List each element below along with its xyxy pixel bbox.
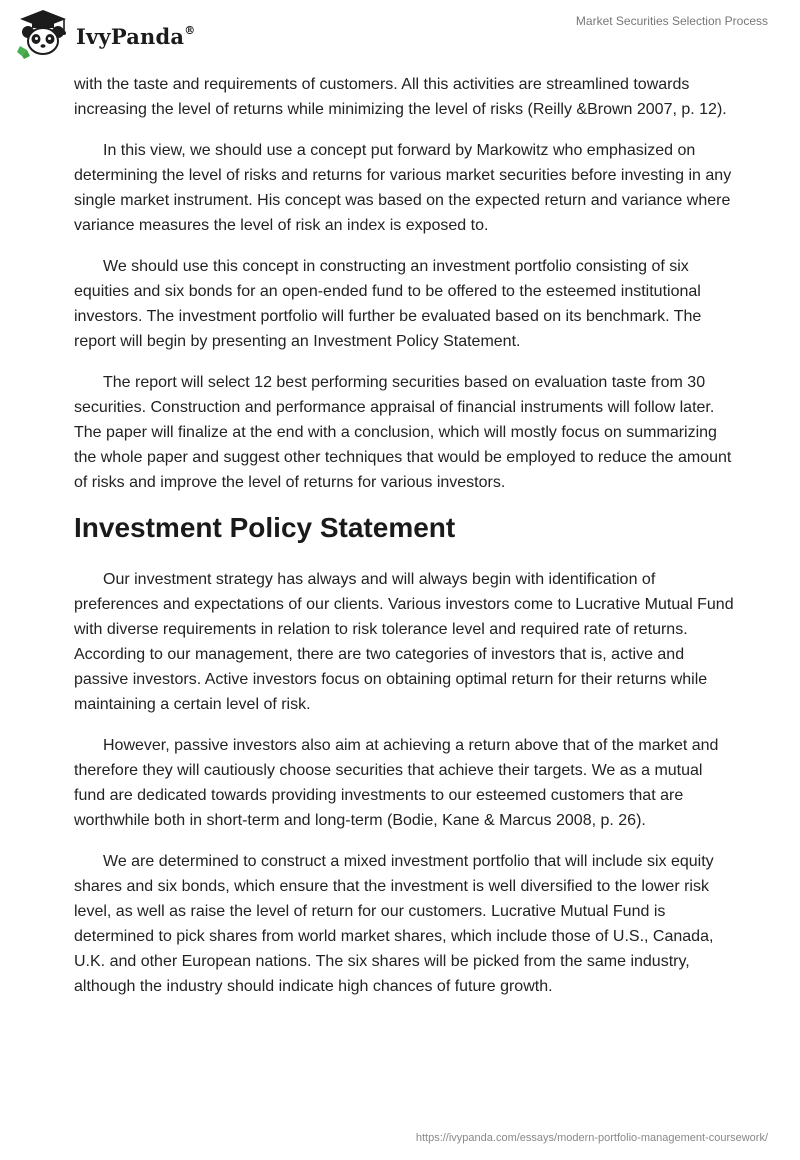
- paragraph-3: We should use this concept in constructing an investment portfolio consisting of six equities and six bonds for an open-ended fund to be offered to the esteemed institutional investors. The investment portfolio will further be evaluated based on its benchmark. The report will begin by presenting an Investment Policy Statement.: [74, 258, 702, 350]
- paragraph-4: The report will select 12 best performing securities based on evaluation taste from 30 securities. Construction and performance appraisal of financial instruments will follow later. The paper will finalize at the end with a conclusion, which will mostly focus on summarizing the whole paper and suggest other techniques that would be employed to reduce the amount of risks and improve the level of returns for various investors.: [74, 374, 732, 491]
- page-header: [0, 0, 800, 70]
- source-url-link[interactable]: https://ivypanda.com/essays/modern-portfolio-management-coursework/: [415, 1132, 768, 1144]
- document-title: Market Securities Selection Process: [575, 14, 768, 28]
- paragraph-7: We are determined to construct a mixed investment portfolio that will include six equity shares and six bonds, which ensure that the investment is well diversified to the lower risk level, as well as raise the level of return for our customers. Lucrative Mutual Fund is determined to pick shares from world market shares, which include those of U.S., Canada, U.K. and other European nations. The six shares will be picked from the same industry, although the industry should indicate high chances of future growth.: [74, 853, 714, 995]
- brand-name: IvyPanda®: [76, 23, 196, 49]
- panda-graduate-icon: [14, 6, 72, 62]
- paragraph-5: Our investment strategy has always and will always begin with identification of preferences and expectations of our clients. Various investors come to Lucrative Mutual Fund with diverse requirements in relation to risk tolerance level and required rate of returns. According to our management, there are two categories of investors that is, active and passive investors. Active investors focus on obtaining optimal return for their returns while maintaining a certain level of risk.: [74, 571, 734, 713]
- section-heading: Investment Policy Statement: [74, 512, 456, 543]
- essay-content: [74, 72, 734, 1015]
- paragraph-2: In this view, we should use a concept put forward by Markowitz who emphasized on determining the level of risks and returns for various market securities before investing in any single market instrument. His concept was based on the expected return and variance where variance measures the level of risk an index is exposed to.: [74, 142, 732, 234]
- ivypanda-logo[interactable]: [14, 6, 195, 62]
- paragraph-6: However, passive investors also aim at achieving a return above that of the market and therefore they will cautiously choose securities that achieve their targets. We as a mutual fund are dedicated towards providing investments to our esteemed customers that are worthwhile both in short-term and long-term (Bodie, Kane & Marcus 2008, p. 26).: [74, 737, 719, 829]
- paragraph-1: with the taste and requirements of customers. All this activities are streamlined towards increasing the level of returns while minimizing the level of risks (Reilly &Brown 2007, p. 12).: [74, 76, 727, 118]
